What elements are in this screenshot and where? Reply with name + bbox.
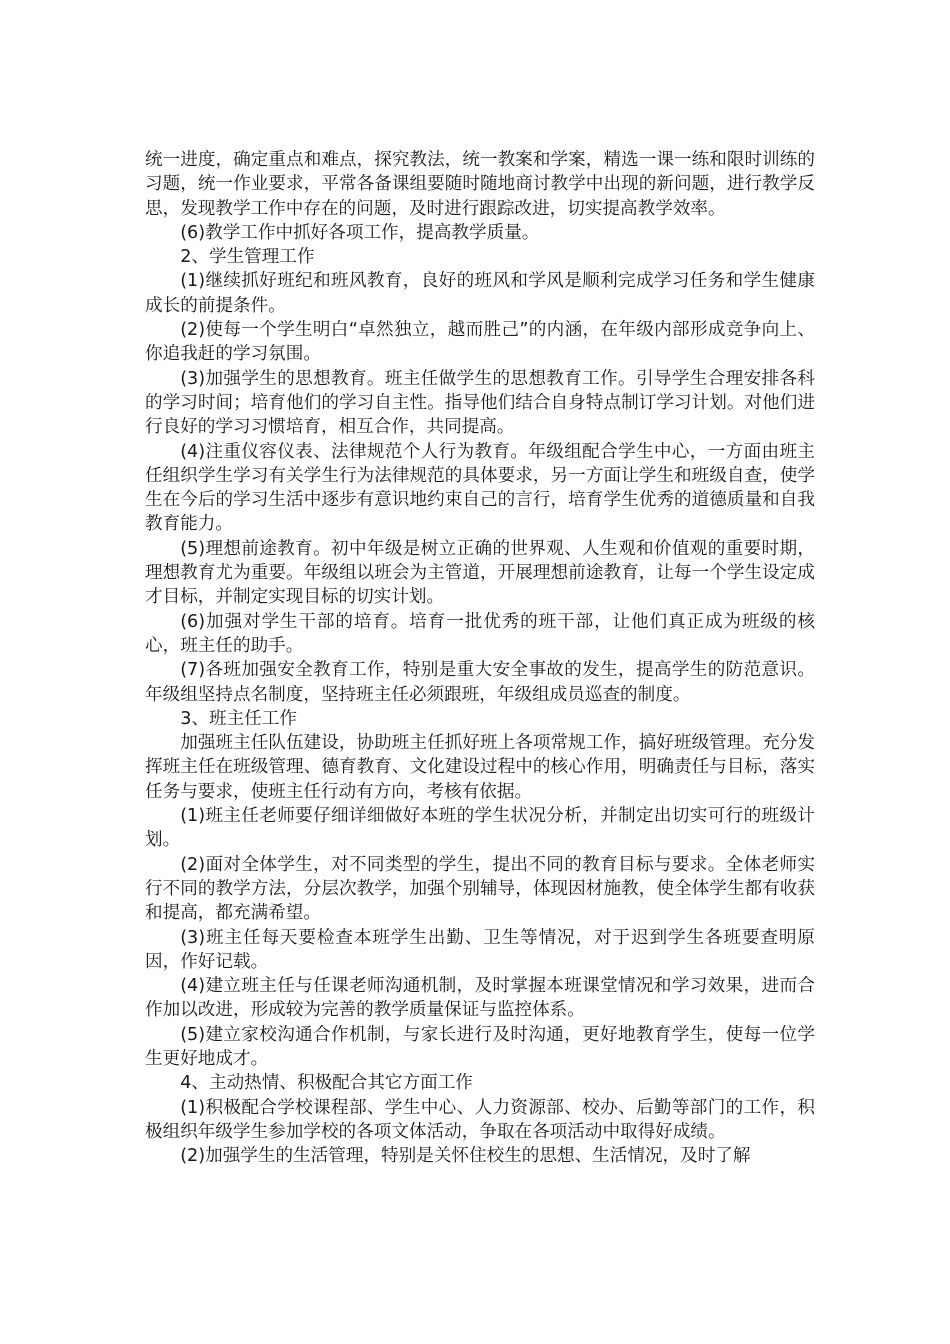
paragraph-5: (2)使每一个学生明白“卓然独立，越而胜己”的内涵，在年级内部形成竞争向上、你追我赶的学习氛围。: [145, 320, 815, 365]
paragraph-7: (4)注重仪容仪表、法律规范个人行为教育。年级组配合学生中心，一方面由班主任组织学生学习有关学生行为法律规范的具体要求，另一方面让学生和班级自查，使学生在今后的学习生活中逐步有意识地约束自己的言行，培育学生优秀的道德质量和自我教育能力。: [145, 441, 815, 535]
document-body: [145, 148, 815, 1168]
paragraph-8: (5)理想前途教育。初中年级是树立正确的世界观、人生观和价值观的重要时期，理想教育尤为重要。年级组以班会为主管道，开展理想前途教育，让每一个学生设定成才目标，并制定实现目标的切实计划。: [145, 538, 815, 608]
paragraph-4: (1)继续抓好班纪和班风教育，良好的班风和学风是顺利完成学习任务和学生健康成长的前提条件。: [145, 271, 815, 316]
paragraph-2: (6)教学工作中抓好各项工作，提高教学质量。: [180, 222, 540, 243]
paragraph-19: (1)积极配合学校课程部、学生中心、人力资源部、校办、后勤等部门的工作，积极组织年级学生参加学校的各项文体活动，争取在各项活动中取得好成绩。: [145, 1097, 815, 1142]
section-heading-student-management: 2、学生管理工作: [180, 247, 315, 268]
section-heading-other-work: 4、主动热情、积极配合其它方面工作: [180, 1073, 473, 1094]
paragraph-17: (5)建立家校沟通合作机制，与家长进行及时沟通，更好地教育学生，使每一位学生更好地成才。: [145, 1024, 815, 1069]
paragraph-15: (3)班主任每天要检查本班学生出勤、卫生等情况，对于迟到学生各班要查明原因，作好记载。: [145, 927, 815, 972]
paragraph-14: (2)面对全体学生，对不同类型的学生，提出不同的教育目标与要求。全体老师实行不同的教学方法，分层次教学，加强个别辅导，体现因材施教，使全体学生都有收获和提高，都充满希望。: [145, 854, 815, 924]
paragraph-10: (7)各班加强安全教育工作，特别是重大安全事故的发生，提高学生的防范意识。年级组坚持点名制度，坚持班主任必须跟班，年级组成员巡查的制度。: [145, 660, 815, 705]
paragraph-1: 统一进度，确定重点和难点，探究教法，统一教案和学案，精选一课一练和限时训练的习题，统一作业要求，平常各备课组要随时随地商讨教学中出现的新问题，进行教学反思，发现教学工作中存在的问题，及时进行跟踪改进，切实提高教学效率。: [145, 150, 815, 219]
paragraph-20: (2)加强学生的生活管理，特别是关怀住校生的思想、生活情况，及时了解: [180, 1146, 751, 1167]
paragraph-13: (1)班主任老师要仔细详细做好本班的学生状况分析，并制定出切实可行的班级计划。: [145, 806, 815, 851]
paragraph-16: (4)建立班主任与任课老师沟通机制，及时掌握本班课堂情况和学习效果，进而合作加以改进，形成较为完善的教学质量保证与监控体系。: [145, 976, 815, 1021]
paragraph-6: (3)加强学生的思想教育。班主任做学生的思想教育工作。引导学生合理安排各科的学习时间；培育他们的学习自主性。指导他们结合自身特点制订学习计划。对他们进行良好的学习习惯培育，相互合作，共同提高。: [145, 368, 815, 438]
section-heading-head-teacher: 3、班主任工作: [180, 708, 297, 729]
paragraph-12: 加强班主任队伍建设，协助班主任抓好班上各项常规工作，搞好班级管理。充分发挥班主任在班级管理、德育教育、文化建设过程中的核心作用，明确责任与目标，落实任务与要求，使班主任行动有方向，考核有依据。: [145, 733, 815, 802]
paragraph-9: (6)加强对学生干部的培育。培育一批优秀的班干部，让他们真正成为班级的核心，班主任的助手。: [145, 611, 815, 656]
